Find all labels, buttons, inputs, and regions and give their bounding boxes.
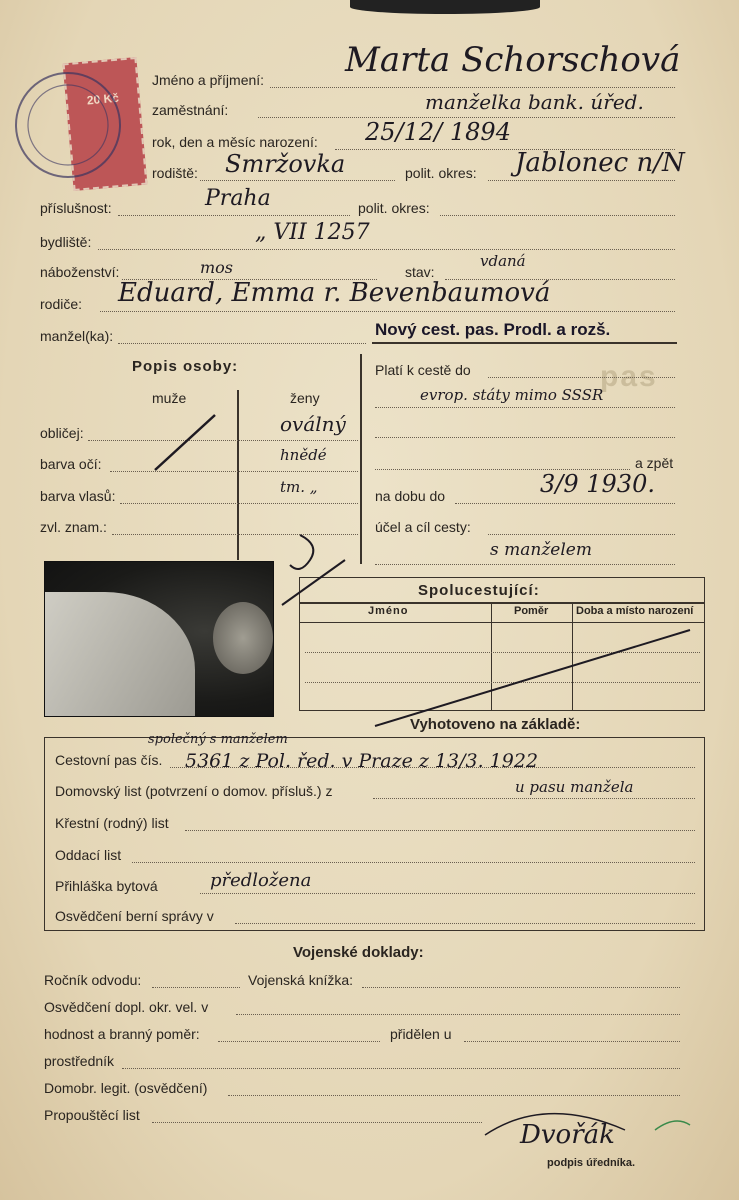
label-parents: rodiče: xyxy=(40,296,83,312)
label-name: Jméno a příjmení: xyxy=(152,72,265,88)
col-women: ženy xyxy=(290,390,320,406)
label-spouse: manžel(ka): xyxy=(40,328,114,344)
label-draft-year: Ročník odvodu: xyxy=(44,972,142,988)
value-home-cert: u pasu manžela xyxy=(515,778,634,796)
value-passport-no: 5361 z Pol. řed. v Praze z 13/3. 1922 xyxy=(185,750,539,772)
ghost-print: pas xyxy=(600,360,658,393)
label-intermediary: prostředník xyxy=(44,1053,115,1069)
label-home-guard: Domobr. legit. (osvědčení) xyxy=(44,1080,208,1096)
label-birthdate: rok, den a měsíc narození: xyxy=(152,134,318,150)
label-religion: náboženství: xyxy=(40,264,120,280)
label-district: polit. okres: xyxy=(405,165,477,181)
popis-title: Popis osoby: xyxy=(132,358,239,375)
label-status: stav: xyxy=(405,264,435,280)
value-birthdate: 25/12/ 1894 xyxy=(365,118,511,146)
official-signature: Dvořák xyxy=(520,1120,615,1150)
label-passport-no: Cestovní pas čís. xyxy=(55,752,163,768)
label-period: na dobu do xyxy=(375,488,446,504)
label-return: a zpět xyxy=(635,455,674,471)
value-purpose: s manželem xyxy=(490,540,592,560)
military-title: Vojenské doklady: xyxy=(293,944,424,961)
stamp-value: 20 Kč xyxy=(86,90,120,108)
value-status: vdaná xyxy=(480,252,526,270)
value-district: Jablonec n/N xyxy=(515,148,685,178)
label-eyes: barva očí: xyxy=(40,456,102,472)
value-residence-reg: předložena xyxy=(210,870,312,891)
label-valid-to: Platí k cestě do xyxy=(375,362,471,378)
value-name: Marta Schorschová xyxy=(345,40,681,80)
label-assigned: přidělen u xyxy=(390,1026,452,1042)
value-face: oválný xyxy=(280,412,346,436)
label-face: obličej: xyxy=(40,425,84,441)
label-purpose: účel a cíl cesty: xyxy=(375,519,471,535)
col-relation: Poměr xyxy=(514,605,549,617)
label-supplementary: Osvědčení dopl. okr. vel. v xyxy=(44,999,209,1015)
label-birth-cert: Křestní (rodný) list xyxy=(55,815,169,831)
label-marriage-cert: Oddací list xyxy=(55,847,122,863)
value-eyes: hnědé xyxy=(280,446,327,464)
label-hair: barva vlasů: xyxy=(40,488,116,504)
label-residence-reg: Přihláška bytová xyxy=(55,878,158,894)
label-military-book: Vojenská knížka: xyxy=(248,972,354,988)
col-birth: Doba a místo narození xyxy=(576,605,694,617)
label-residence: bydliště: xyxy=(40,234,92,250)
col-name: Jméno xyxy=(368,605,409,617)
value-hair: tm. „ xyxy=(280,478,318,496)
value-residence: „ VII 1257 xyxy=(255,220,370,245)
value-period: 3/9 1930. xyxy=(540,470,655,498)
value-valid-to: evrop. státy mimo SSSR xyxy=(420,386,604,404)
value-parents: Eduard, Emma r. Bevenbaumová xyxy=(118,278,551,308)
signature-label: podpis úředníka. xyxy=(547,1157,636,1169)
label-occupation: zaměstnání: xyxy=(152,102,229,118)
label-home-cert: Domovský list (potvrzení o domov. přísluš.) z xyxy=(55,783,333,799)
label-marks: zvl. znam.: xyxy=(40,519,107,535)
label-discharge: Propouštěcí list xyxy=(44,1107,140,1123)
value-birthplace: Smržovka xyxy=(225,150,346,178)
passport-type-stamp: Nový cest. pas. Prodl. a rozš. xyxy=(375,320,611,339)
value-occupation: manželka bank. úřed. xyxy=(425,90,644,114)
col-men: muže xyxy=(152,390,187,406)
label-rank: hodnost a branný poměr: xyxy=(44,1026,200,1042)
value-joint-note: společný s manželem xyxy=(148,732,288,747)
label-birthplace: rodiště: xyxy=(152,165,198,181)
label-district-2: polit. okres: xyxy=(358,200,430,216)
basis-title: Vyhotoveno na základě: xyxy=(410,716,581,733)
label-tax-cert: Osvědčení berní správy v xyxy=(55,908,214,924)
label-domicile: příslušnost: xyxy=(40,200,112,216)
companions-title: Spolucestující: xyxy=(418,582,540,599)
value-religion: mos xyxy=(200,258,234,277)
value-domicile: Praha xyxy=(205,186,271,211)
